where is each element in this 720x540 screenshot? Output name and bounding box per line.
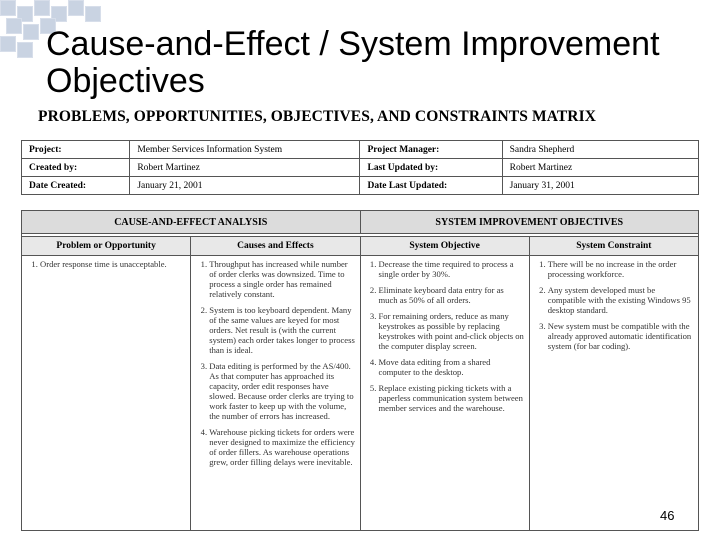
project-info-table [21,140,699,195]
slide-title: Cause-and-Effect / System Improvement Objectives [46,25,660,100]
column-header-problem: Problem or Opportunity [22,237,191,256]
constraint-item: 3. New system must be compatible with the already approved automatic identification system (for bar coding). [548,321,694,351]
causes-cell [191,256,360,531]
objectives-cell [360,256,529,531]
cause-item: 1. Throughput has increased while number of order clerks was downsized. Time to process a single order has remained relatively constant. [209,259,355,299]
date-created-label: Date Created: [22,177,130,195]
project-manager-label: Project Manager: [360,141,502,159]
objective-item: 4. Move data editing from a shared computer to the desktop. [379,357,525,377]
objective-item: 5. Replace existing picking tickets with a paperless communication system between member services and the warehouse. [379,383,525,413]
system-improvement-objectives-header: SYSTEM IMPROVEMENT OBJECTIVES [360,211,699,234]
objective-item: 2. Eliminate keyboard data entry for as much as 50% of all orders. [379,285,525,305]
column-header-causes: Causes and Effects [191,237,360,256]
cause-item: 3. Data editing is performed by the AS/400. As that computer has approached its capacity, order edit responses have slowed. Because order clerks are trying to work faster to keep up with the volume, the number of errors has increased. [209,361,355,421]
info-row [22,177,699,195]
constraint-item: 2. Any system developed must be compatible with the existing Windows 95 desktop standard. [548,285,694,315]
date-created-value: January 21, 2001 [130,177,360,195]
cause-effect-analysis-header: CAUSE-AND-EFFECT ANALYSIS [22,211,361,234]
project-manager-value: Sandra Shepherd [502,141,698,159]
info-row [22,141,699,159]
cause-item: 2. System is too keyboard dependent. Many of the same values are keyed for most orders. Net result is (with the current system) each order takes longer to process than is ideal. [209,305,355,355]
date-last-updated-label: Date Last Updated: [360,177,502,195]
date-last-updated-value: January 31, 2001 [502,177,698,195]
page-number: 46 [660,508,675,523]
problem-item: 1. Order response time is unacceptable. [40,259,186,269]
project-label: Project: [22,141,130,159]
objective-item: 1. Decrease the time required to process a single order by 30%. [379,259,525,279]
last-updated-by-value: Robert Martinez [502,159,698,177]
info-row [22,159,699,177]
column-header-objective: System Objective [360,237,529,256]
project-value: Member Services Information System [130,141,360,159]
problems-cell [22,256,191,531]
last-updated-by-label: Last Updated by: [360,159,502,177]
cause-effect-matrix [21,210,699,531]
created-by-value: Robert Martinez [130,159,360,177]
constraint-item: 1. There will be no increase in the order processing workforce. [548,259,694,279]
column-header-constraint: System Constraint [529,237,698,256]
objective-item: 3. For remaining orders, reduce as many keystrokes as possible by replacing keystrokes with point and-click objects on the computer display screen. [379,311,525,351]
created-by-label: Created by: [22,159,130,177]
cause-item: 4. Warehouse picking tickets for orders were never designed to maximize the efficiency of order fillers. As warehouse operations grew, order filling delays were inevitable. [209,427,355,467]
constraints-cell [529,256,698,531]
matrix-subtitle: PROBLEMS, OPPORTUNITIES, OBJECTIVES, AND CONSTRAINTS MATRIX [38,108,596,125]
